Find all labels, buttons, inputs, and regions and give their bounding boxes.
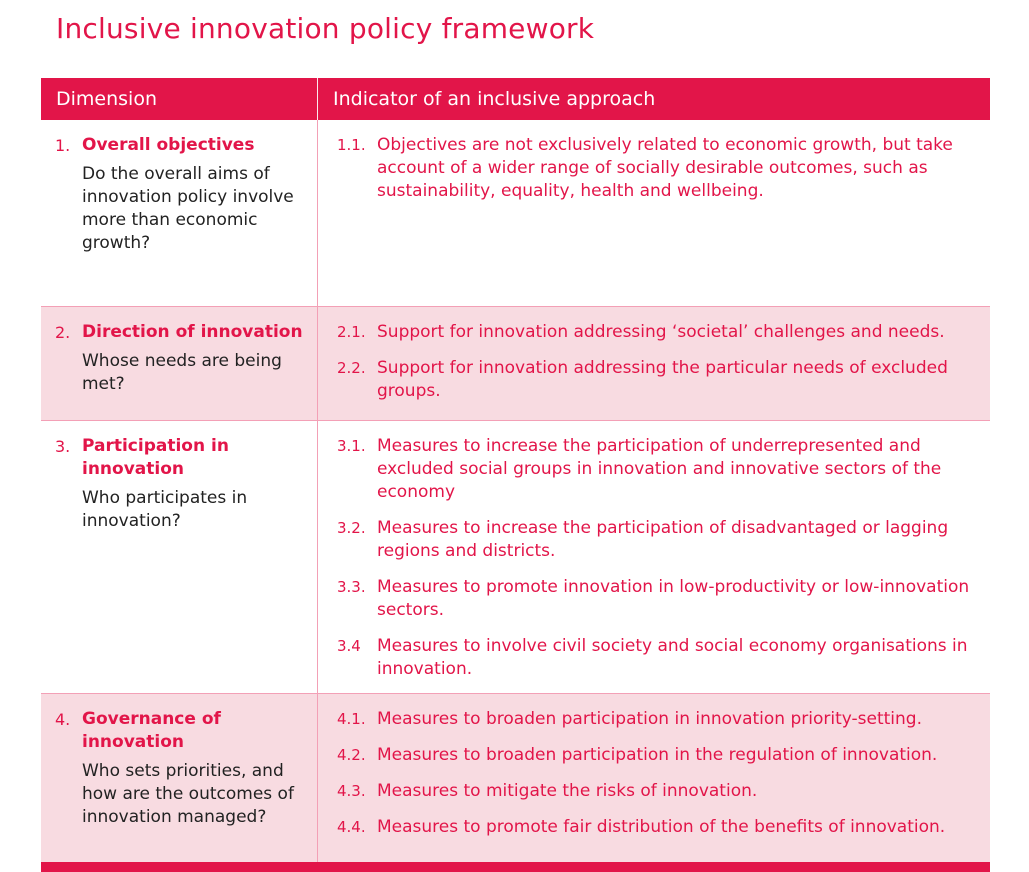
indicator-cell <box>318 120 990 306</box>
dimension-cell <box>41 694 318 862</box>
dimension-number: 1. <box>55 136 71 155</box>
table-header <box>41 78 990 120</box>
indicator-cell <box>318 421 990 693</box>
indicator-text: Measures to involve civil society and social economy organisations in innovation. <box>377 636 968 679</box>
indicator-number: 4.1. <box>337 710 366 728</box>
indicator-number: 3.4 <box>337 637 361 655</box>
dimension-number: 3. <box>55 437 71 456</box>
indicator-item <box>337 576 980 622</box>
table-row-direction-of-innovation <box>41 307 990 421</box>
dimension-question: Do the overall aims of innovation policy involve more than economic growth? <box>82 164 294 253</box>
indicator-text: Measures to increase the participation of disadvantaged or lagging regions and districts. <box>377 518 949 561</box>
dimension-title: Participation in innovation <box>82 436 229 479</box>
indicator-text: Measures to promote innovation in low-productivity or low-innovation sectors. <box>377 577 970 620</box>
indicator-item <box>337 708 980 731</box>
dimension-number: 4. <box>55 710 71 729</box>
indicator-item <box>337 134 980 203</box>
indicator-number: 2.1. <box>337 323 366 341</box>
dimension-question: Who sets priorities, and how are the outcomes of innovation managed? <box>82 761 294 827</box>
indicator-number: 4.2. <box>337 746 366 764</box>
indicator-number: 2.2. <box>337 359 366 377</box>
indicator-cell <box>318 694 990 862</box>
indicator-item <box>337 780 980 803</box>
indicator-number: 3.1. <box>337 437 366 455</box>
indicator-number: 3.3. <box>337 578 366 596</box>
dimension-cell <box>41 120 318 306</box>
dimension-question: Whose needs are being met? <box>82 351 282 394</box>
indicator-text: Objectives are not exclusively related to economic growth, but take account of a wider range of socially desirable outcomes, such as sustainability, equality, health and wellbeing. <box>377 135 953 201</box>
indicator-item <box>337 321 980 344</box>
indicator-number: 4.3. <box>337 782 366 800</box>
indicator-number: 3.2. <box>337 519 366 537</box>
framework-table <box>41 78 990 872</box>
indicator-text: Measures to mitigate the risks of innovation. <box>377 781 758 801</box>
indicator-text: Measures to promote fair distribution of the benefits of innovation. <box>377 817 946 837</box>
table-row-governance-of-innovation <box>41 694 990 862</box>
dimension-title: Governance of innovation <box>82 709 221 752</box>
dimension-number: 2. <box>55 323 71 342</box>
dimension-question: Who participates in innovation? <box>82 488 248 531</box>
dimension-title: Overall objectives <box>82 135 255 155</box>
indicator-number: 4.4. <box>337 818 366 836</box>
indicator-text: Measures to broaden participation in the regulation of innovation. <box>377 745 938 765</box>
indicator-text: Support for innovation addressing the particular needs of excluded groups. <box>377 358 948 401</box>
indicator-cell <box>318 307 990 420</box>
indicator-item <box>337 517 980 563</box>
table-row-participation-in-innovation <box>41 421 990 694</box>
indicator-item <box>337 744 980 767</box>
dimension-title: Direction of innovation <box>82 322 303 342</box>
indicator-item <box>337 635 980 681</box>
indicator-text: Measures to increase the participation of underrepresented and excluded social groups in innovation and innovative sectors of the economy <box>377 436 942 502</box>
dimension-cell <box>41 421 318 693</box>
indicator-item <box>337 435 980 504</box>
table-bottom-rule <box>41 862 990 872</box>
header-indicator: Indicator of an inclusive approach <box>333 88 656 110</box>
dimension-cell <box>41 307 318 420</box>
indicator-text: Support for innovation addressing ‘societal’ challenges and needs. <box>377 322 945 342</box>
table-row-overall-objectives <box>41 120 990 307</box>
page-title: Inclusive innovation policy framework <box>56 12 595 45</box>
indicator-text: Measures to broaden participation in innovation priority-setting. <box>377 709 923 729</box>
indicator-number: 1.1. <box>337 136 366 154</box>
indicator-item <box>337 816 980 839</box>
indicator-item <box>337 357 980 403</box>
header-dimension: Dimension <box>41 78 318 120</box>
